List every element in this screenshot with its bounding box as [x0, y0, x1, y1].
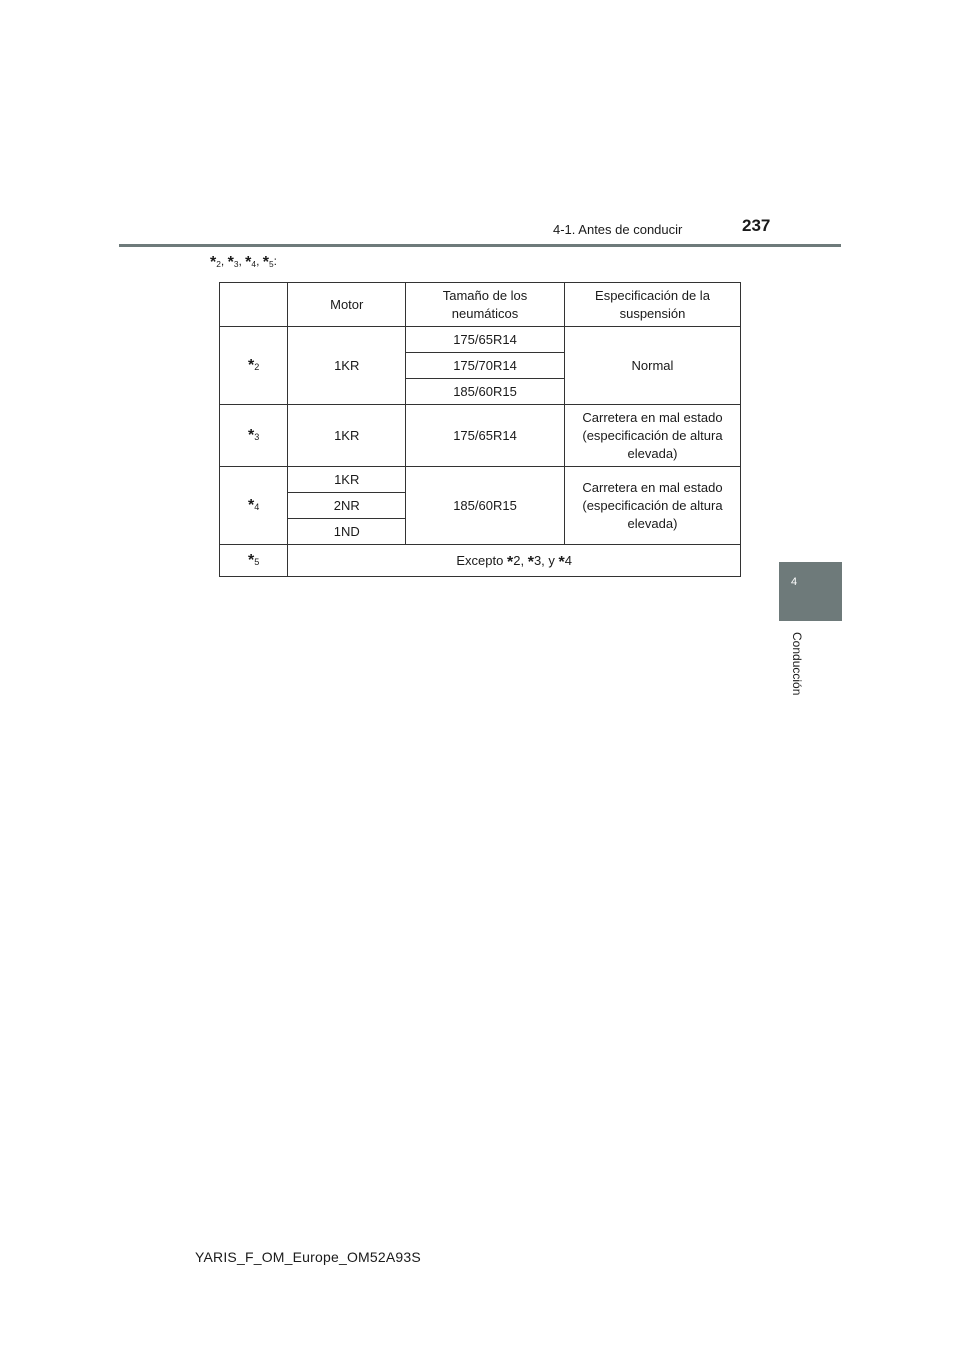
row-suspension: Normal	[564, 327, 740, 405]
suspension-table	[219, 282, 741, 577]
intro-ref: 3	[233, 259, 239, 269]
row-mark: $*_2$	[220, 327, 288, 405]
intro-line: $*_2$, $*_3$, $*_4$, $*_5$:	[210, 254, 277, 271]
row-mark: $*_5$	[220, 545, 288, 577]
header-rule	[119, 244, 841, 247]
table-row	[220, 467, 741, 493]
row-motor: 2NR	[288, 493, 406, 519]
header-section: 4-1. Antes de conducir	[553, 222, 683, 237]
table-row	[220, 327, 741, 353]
row-mark: $*_3$	[220, 405, 288, 467]
asterisk-icon: *	[558, 553, 565, 571]
document-id: YARIS_F_OM_Europe_OM52A93S	[195, 1249, 421, 1265]
asterisk-icon: *	[227, 254, 234, 271]
row-tire: 185/60R15	[406, 467, 565, 545]
page-number: 237	[742, 216, 771, 235]
asterisk-icon: *	[210, 254, 217, 271]
asterisk-icon: *	[245, 254, 252, 271]
row-tire: 175/70R14	[406, 353, 565, 379]
row-suspension: Carretera en mal estado (especificación de altura elevada)	[564, 467, 740, 545]
asterisk-icon: *	[248, 427, 255, 444]
header-motor: Motor	[288, 283, 406, 327]
row-motor: 1KR	[288, 327, 406, 405]
asterisk-icon: *	[507, 553, 514, 571]
asterisk-icon: *	[248, 497, 255, 514]
row-motor: 1KR	[288, 467, 406, 493]
chapter-number: 4	[791, 576, 798, 588]
asterisk-icon: *	[527, 553, 534, 571]
asterisk-icon: *	[248, 552, 255, 569]
table-row	[220, 405, 741, 467]
row-except: Excepto *2, *3, y *4	[288, 545, 741, 577]
row-tire: 175/65R14	[406, 405, 565, 467]
intro-ref: 4	[251, 259, 257, 269]
row-tire: 175/65R14	[406, 327, 565, 353]
row-suspension: Carretera en mal estado (especificación de altura elevada)	[564, 405, 740, 467]
table-row	[220, 545, 741, 577]
header-suspension: Especificación de la suspensión	[564, 283, 740, 327]
asterisk-icon: *	[262, 254, 269, 271]
row-motor: 1ND	[288, 519, 406, 545]
row-motor: 1KR	[288, 405, 406, 467]
chapter-tab	[779, 562, 842, 621]
intro-ref: 2	[216, 259, 221, 269]
asterisk-icon: *	[248, 357, 255, 374]
header-cell	[220, 283, 288, 327]
chapter-label: Conducción	[790, 632, 804, 696]
intro-ref: 5	[268, 259, 274, 269]
row-mark: $*_4$	[220, 467, 288, 545]
header-tire-size: Tamaño de los neumáticos	[406, 283, 565, 327]
table-header-row	[220, 283, 741, 327]
row-tire: 185/60R15	[406, 379, 565, 405]
